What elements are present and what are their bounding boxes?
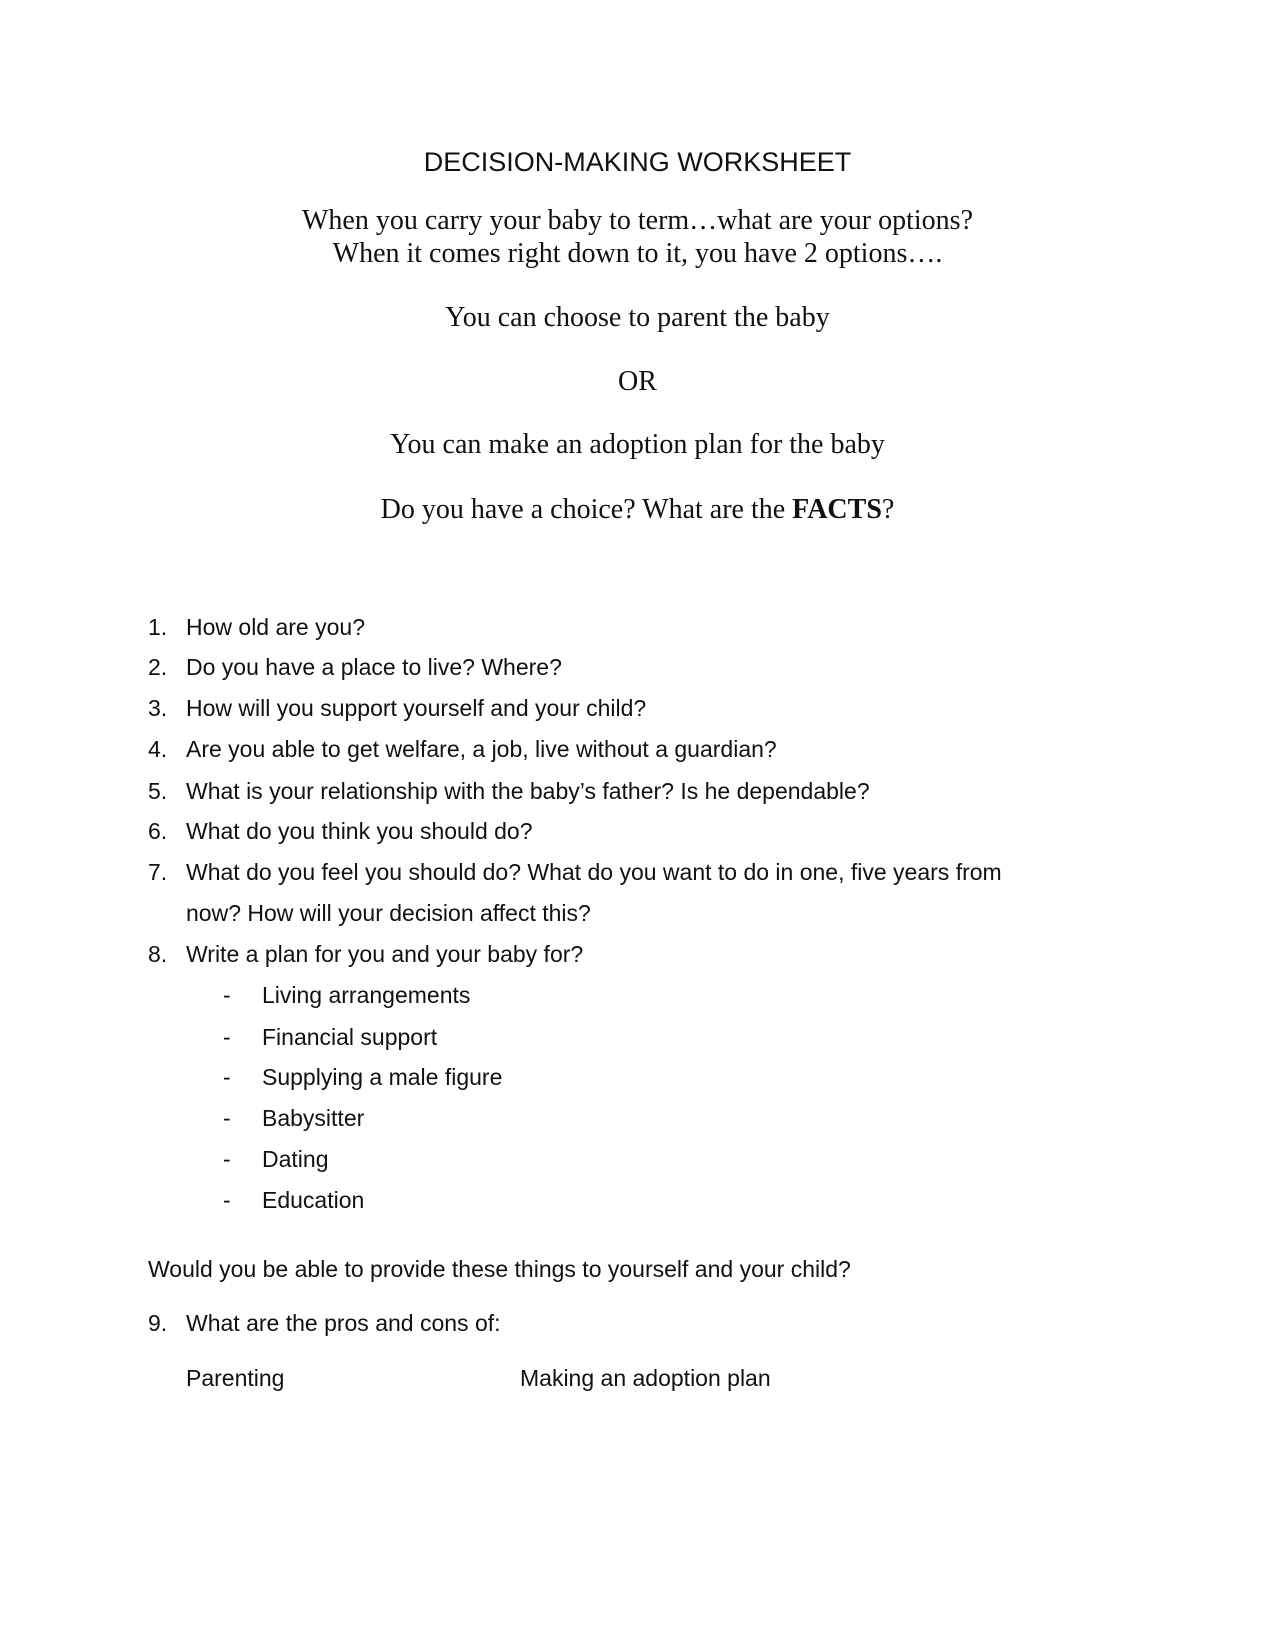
dash-bullet: - (223, 982, 231, 1008)
dash-bullet: - (223, 1146, 231, 1172)
question-text: How old are you? (186, 614, 365, 640)
question-text: How will you support yourself and your child? (186, 695, 647, 721)
question-text: Write a plan for you and your baby for? (186, 941, 584, 967)
question-item (148, 939, 583, 969)
facts-emphasis: FACTS (792, 494, 882, 525)
facts-question-suffix: ? (881, 494, 895, 525)
question-item (148, 693, 646, 723)
question-number: 5. (148, 778, 168, 804)
question-text: Are you able to get welfare, a job, live without a guardian? (186, 736, 777, 762)
plan-item (223, 1062, 502, 1092)
facts-question (0, 493, 1275, 527)
plan-item (223, 980, 470, 1010)
question-number: 2. (148, 654, 168, 680)
question-item (148, 612, 365, 642)
question-item (148, 776, 870, 806)
question-text: What is your relationship with the baby’s father? Is he dependable? (186, 778, 870, 804)
plan-item (223, 1185, 364, 1215)
dash-bullet: - (223, 1187, 231, 1213)
question-number: 7. (148, 859, 168, 885)
column-adoption-plan: Making an adoption plan (520, 1365, 771, 1391)
question-number: 9. (148, 1310, 168, 1336)
question-number: 4. (148, 736, 168, 762)
plan-item-text: Babysitter (262, 1105, 365, 1131)
plan-item (223, 1144, 328, 1174)
dash-bullet: - (223, 1024, 231, 1050)
question-text: What do you feel you should do? What do you want to do in one, five years from (186, 859, 1002, 885)
question-item (148, 857, 1002, 887)
facts-question-prefix: Do you have a choice? What are the (380, 494, 793, 525)
plan-item-text: Financial support (262, 1024, 438, 1050)
option-parent: You can choose to parent the baby (445, 302, 830, 333)
intro-line-1: When you carry your baby to term…what are your options? (301, 205, 973, 236)
plan-item-text: Dating (262, 1146, 329, 1172)
dash-bullet: - (223, 1064, 231, 1090)
option-adoption: You can make an adoption plan for the baby (390, 429, 885, 460)
question-item (148, 652, 562, 682)
question-number: 8. (148, 941, 168, 967)
question-item (148, 1308, 501, 1338)
question-number: 1. (148, 614, 168, 640)
column-parenting: Parenting (186, 1365, 285, 1391)
question-text: Do you have a place to live? Where? (186, 654, 562, 680)
question-number: 3. (148, 695, 168, 721)
question-continuation: now? How will your decision affect this? (186, 900, 591, 926)
dash-bullet: - (223, 1105, 231, 1131)
provide-question: Would you be able to provide these things to yourself and your child? (148, 1256, 851, 1282)
plan-item-text: Living arrangements (262, 982, 471, 1008)
question-number: 6. (148, 818, 168, 844)
intro-line-2: When it comes right down to it, you have 2 options…. (332, 238, 943, 269)
or-separator: OR (618, 366, 657, 397)
question-text: What are the pros and cons of: (186, 1310, 501, 1336)
question-item (148, 734, 777, 764)
page-title: DECISION-MAKING WORKSHEET (423, 147, 852, 177)
plan-item-text: Supplying a male figure (262, 1064, 503, 1090)
plan-item (223, 1103, 364, 1133)
question-item (148, 816, 533, 846)
plan-item-text: Education (262, 1187, 365, 1213)
question-text: What do you think you should do? (186, 818, 533, 844)
plan-item (223, 1022, 437, 1052)
